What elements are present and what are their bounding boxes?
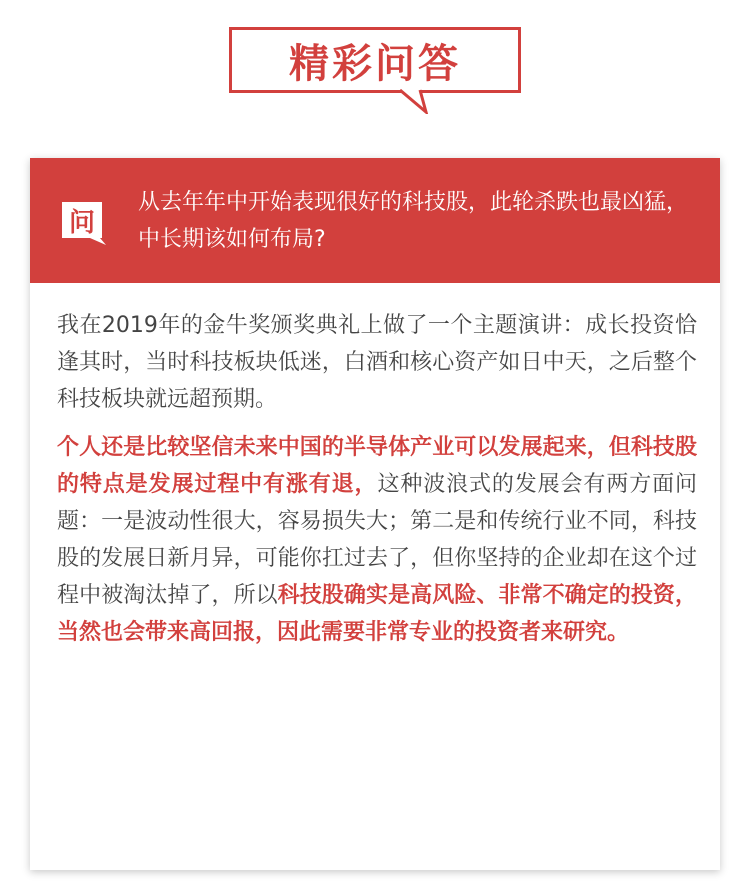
answer-paragraph-1: 我在2019年的金牛奖颁奖典礼上做了一个主题演讲：成长投资恰逢其时，当时科技板块低迷，白酒和核心资产如日中天，之后整个科技板块就远超预期。 [57,313,697,412]
title-box [229,27,521,93]
answer-body [57,307,697,662]
section-title: 精彩问答 [289,40,461,87]
question-icon-label: 问 [68,207,95,238]
highlight-text: 科技股确实是高风险、非常不确定的投资，当然也会带来高回报，因此需要非常专业的投资者来研究。 [57,583,697,645]
qa-card [30,158,720,870]
question-icon [60,200,110,246]
question-text: 从去年年中开始表现很好的科技股，此轮杀跌也最凶猛，中长期该如何布局? [138,190,689,252]
speech-bubble-tail-icon [400,88,432,114]
highlight-text: 个人还是比较坚信未来中国的半导体产业可以发展起来，但科技股的特点是发展过程中有涨有退， [57,435,697,497]
normal-text: 这种波浪式的发展会有两方面问题：一是波动性很大，容易损失大；第二是和传统行业不同，科技股的发展日新月异，可能你扛过去了，但你坚持的企业却在这个过程中被淘汰掉了，所以 [57,472,697,608]
question-bar [30,158,720,283]
answer-paragraph-2 [57,429,697,651]
section-header [0,0,750,130]
